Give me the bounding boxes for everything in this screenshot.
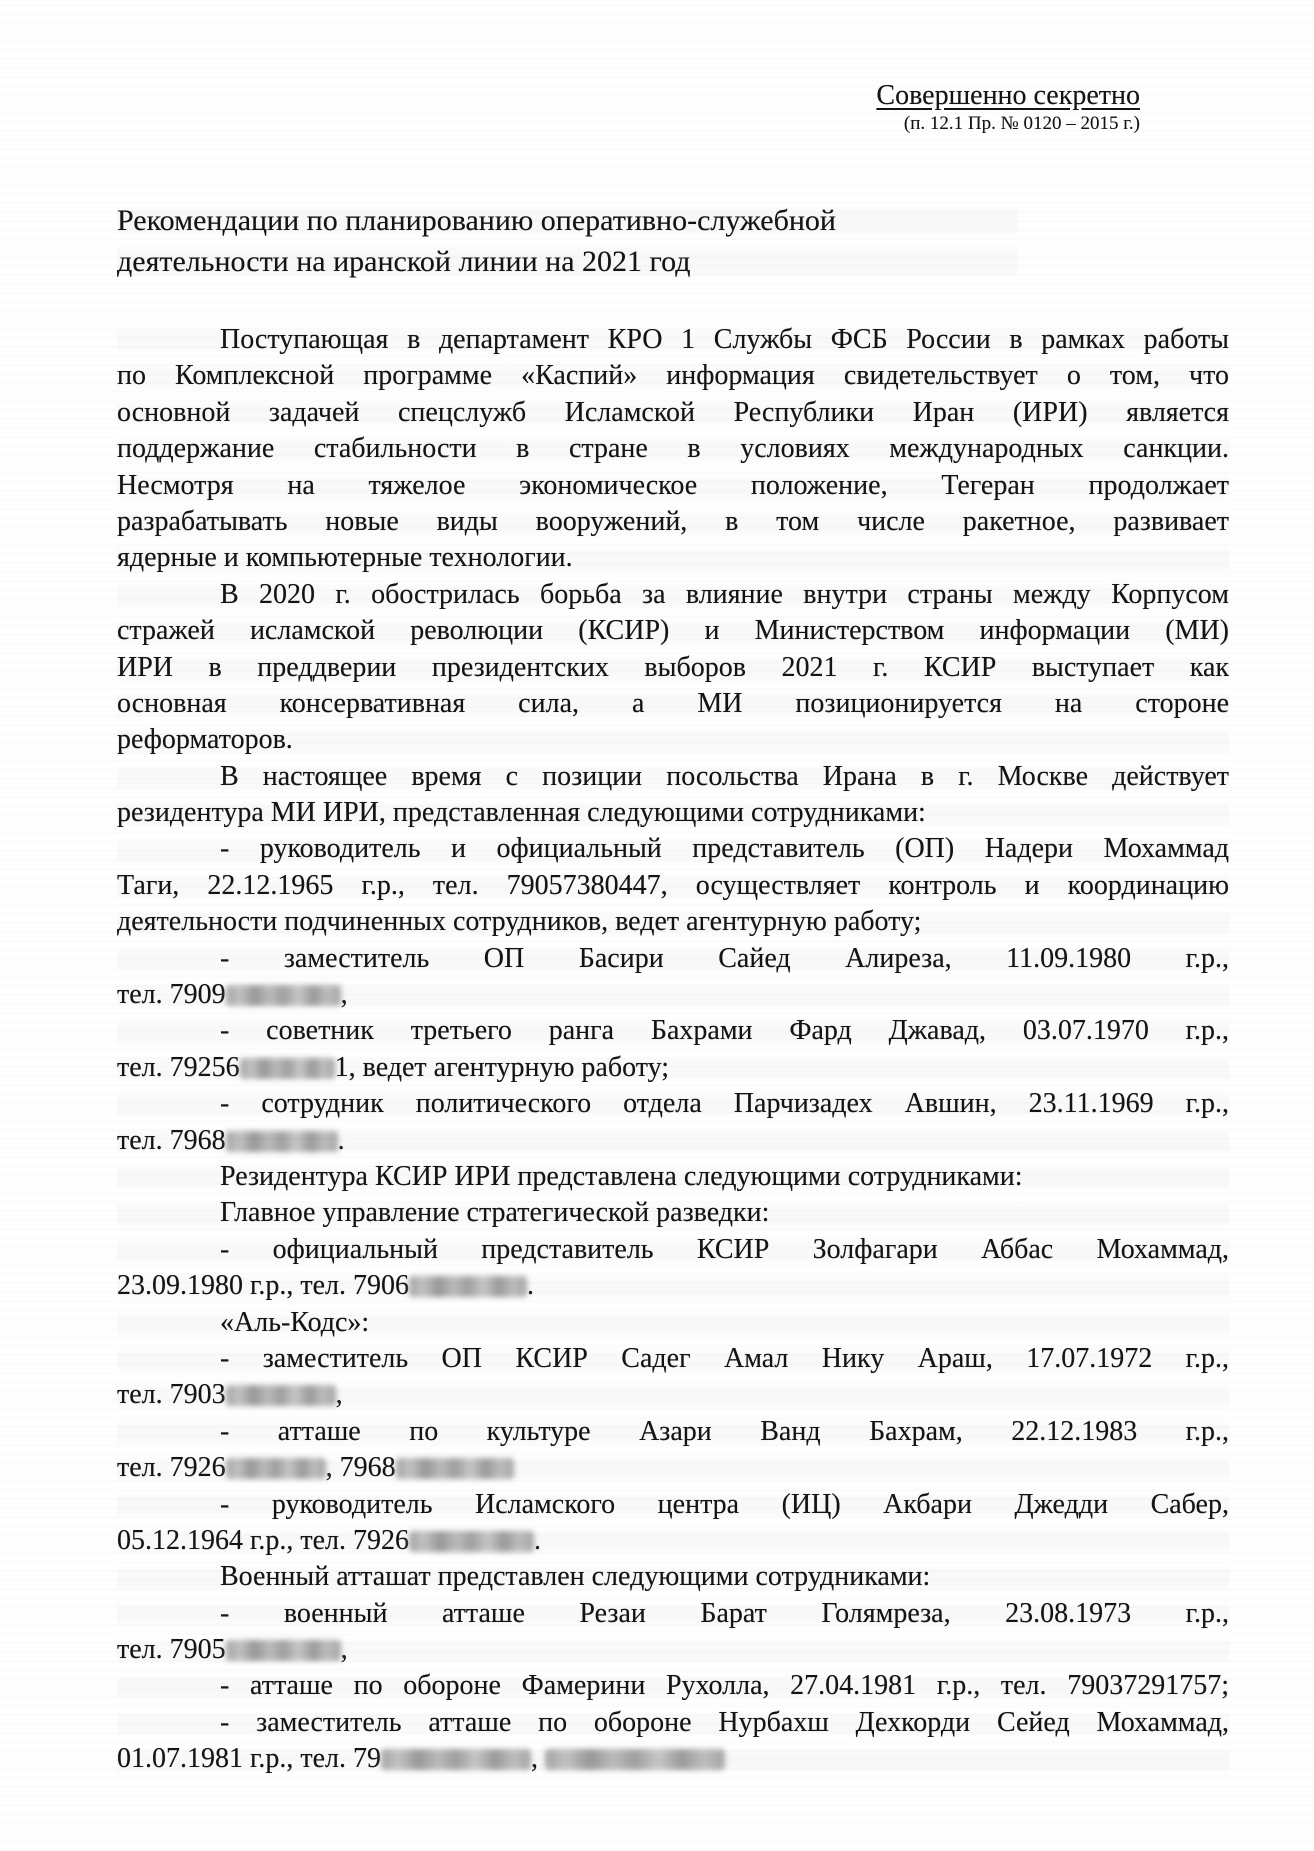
document-title-line-1: Рекомендации по планированию оперативно-служебной [117, 200, 1017, 241]
redacted-phone-digits [409, 1531, 534, 1552]
document-line: - заместитель ОП КСИР Садег Амал Нику Араш, 17.07.1972 г.р., [117, 1341, 1229, 1377]
document-line: реформаторов. [117, 722, 1229, 758]
redacted-phone-digits [226, 1640, 341, 1661]
document-line: по Комплексной программе «Каспий» информация свидетельствует о том, что [117, 358, 1229, 394]
document-line: - сотрудник политического отдела Парчизадех Авшин, 23.11.1969 г.р., [117, 1086, 1229, 1122]
document-line: поддержание стабильности в стране в условиях международных санкции. [117, 431, 1229, 467]
document-line: - руководитель и официальный представитель (ОП) Надери Мохаммад [117, 831, 1229, 867]
redacted-phone-digits [226, 1385, 336, 1406]
document-line: тел. 7903 , [117, 1377, 1229, 1413]
document-line: - атташе по обороне Фамерини Рухолла, 27.04.1981 г.р., тел. 79037291757; [117, 1668, 1229, 1704]
document-line: - заместитель ОП Басири Сайед Алиреза, 11.09.1980 г.р., [117, 941, 1229, 977]
document-line: основной задачей спецслужб Исламской Республики Иран (ИРИ) является [117, 395, 1229, 431]
redacted-phone-digits [381, 1749, 531, 1770]
document-line: ИРИ в преддверии президентских выборов 2021 г. КСИР выступает как [117, 650, 1229, 686]
document-line: В 2020 г. обострилась борьба за влияние внутри страны между Корпусом [117, 577, 1229, 613]
document-line: - руководитель Исламского центра (ИЦ) Акбари Джедди Сабер, [117, 1487, 1229, 1523]
document-line: резидентура МИ ИРИ, представленная следующими сотрудниками: [117, 795, 1229, 831]
document-line: В настоящее время с позиции посольства Ирана в г. Москве действует [117, 759, 1229, 795]
document-line: Таги, 22.12.1965 г.р., тел. 79057380447, осуществляет контроль и координацию [117, 868, 1229, 904]
document-line: основная консервативная сила, а МИ позиционируется на стороне [117, 686, 1229, 722]
document-title [117, 200, 1017, 282]
document-line: тел. 7905 , [117, 1632, 1229, 1668]
redacted-phone-digits [226, 1458, 326, 1479]
document-line: - советник третьего ранга Бахрами Фард Джавад, 03.07.1970 г.р., [117, 1013, 1229, 1049]
document-title-line-2: деятельности на иранской линии на 2021 год [117, 241, 1017, 282]
document-line: - заместитель атташе по обороне Нурбахш Дехкорди Сейед Мохаммад, [117, 1705, 1229, 1741]
document-line: разрабатывать новые виды вооружений, в том числе ракетное, развивает [117, 504, 1229, 540]
classification-stamp-text: Совершенно секретно [876, 80, 1140, 111]
redacted-phone-digits [409, 1276, 527, 1297]
document-line: ядерные и компьютерные технологии. [117, 540, 1229, 576]
document-line: 23.09.1980 г.р., тел. 7906 . [117, 1268, 1229, 1304]
document-line: Резидентура КСИР ИРИ представлена следующими сотрудниками: [117, 1159, 1229, 1195]
redacted-phone-digits [545, 1749, 725, 1770]
document-line: тел. 79256 1, ведет агентурную работу; [117, 1050, 1229, 1086]
document-line: Несмотря на тяжелое экономическое положение, Тегеран продолжает [117, 468, 1229, 504]
document-line: Поступающая в департамент КРО 1 Службы ФСБ России в рамках работы [117, 322, 1229, 358]
document-line: - официальный представитель КСИР Золфагари Аббас Мохаммад, [117, 1232, 1229, 1268]
classification-stamp [876, 80, 1140, 137]
classification-stamp-reference: (п. 12.1 Пр. № 0120 – 2015 г.) [903, 113, 1140, 134]
redacted-phone-digits [240, 1058, 335, 1079]
redacted-phone-digits [226, 985, 341, 1006]
document-line: стражей исламской революции (КСИР) и Министерством информации (МИ) [117, 613, 1229, 649]
document-line: тел. 7926 , 7968 [117, 1450, 1229, 1486]
document-line: - атташе по культуре Азари Ванд Бахрам, 22.12.1983 г.р., [117, 1414, 1229, 1450]
document-line: 01.07.1981 г.р., тел. 79 , [117, 1741, 1229, 1777]
document-line: тел. 7909 , [117, 977, 1229, 1013]
document-line: 05.12.1964 г.р., тел. 7926 . [117, 1523, 1229, 1559]
document-line: «Аль-Кодс»: [117, 1305, 1229, 1341]
document-line: Военный атташат представлен следующими сотрудниками: [117, 1559, 1229, 1595]
document-line: деятельности подчиненных сотрудников, ведет агентурную работу; [117, 904, 1229, 940]
document-line: тел. 7968 . [117, 1123, 1229, 1159]
redacted-phone-digits [396, 1458, 514, 1479]
redacted-phone-digits [226, 1131, 338, 1152]
document-body [117, 322, 1229, 1778]
document-line: - военный атташе Резаи Барат Голямреза, 23.08.1973 г.р., [117, 1596, 1229, 1632]
document-line: Главное управление стратегической разведки: [117, 1195, 1229, 1231]
